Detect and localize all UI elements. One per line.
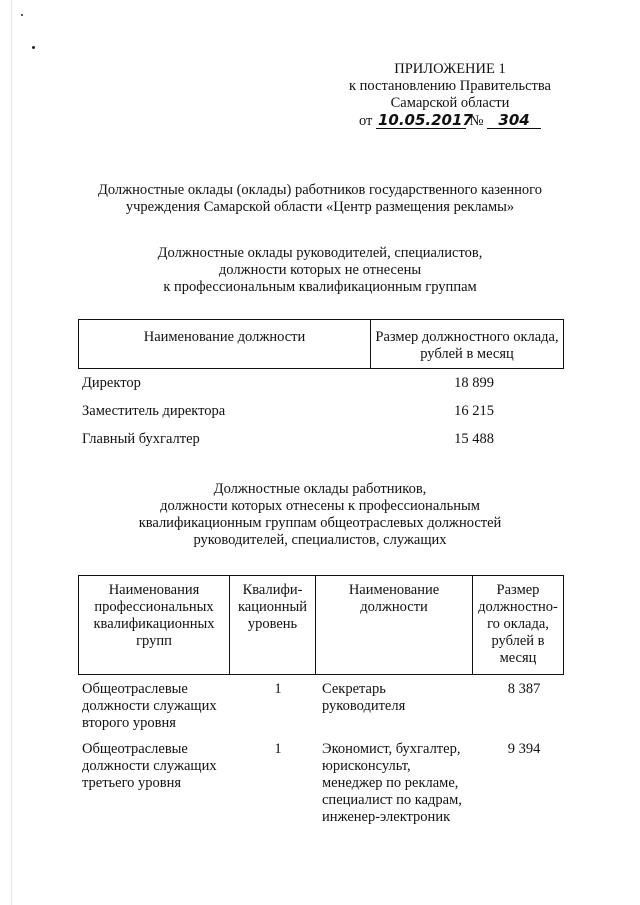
table2-header-salary-line: Размер [496,582,540,598]
section1-title-line: должности которых не отнесены [218,262,422,278]
table2-position-line: специалист по кадрам, [322,792,462,808]
table2-header-salary-line: го оклада, [487,616,549,632]
table2-row1-salary: 8 387 [507,681,541,697]
table2-header-level-line: Квалифи- [242,582,303,598]
table2-header-level-line: кационный [237,599,308,615]
table1-row-salary: 16 215 [454,403,494,419]
scan-speck [21,14,23,16]
table1-row [82,403,562,423]
document-title-line: Должностные оклады (оклады) работников государственного казенного [97,182,543,198]
table2-position-line: Секретарь [322,681,386,697]
table2-group-line: Общеотраслевые [82,681,188,697]
table2-row2-group [82,741,232,792]
table2-header-salary-line: месяц [499,650,537,666]
appendix-region-line: Самарской области [390,95,510,111]
handwritten-date: 10.05.2017 [377,111,473,129]
section1-title-line: к профессиональным квалификационным группам [163,279,477,295]
section2-title-line: Должностные оклады работников, [213,481,427,497]
table2-position-line: Экономист, бухгалтер, [322,741,461,757]
table1-row-salary: 18 899 [454,375,494,391]
date-prefix: от [358,113,373,129]
appendix-decree-line: к постановлению Правительства [349,78,551,94]
table2-header-group-line: квалификационных [93,616,215,632]
table2-row2-position [322,741,482,826]
document-title-line: учреждения Самарской области «Центр размещения рекламы» [125,199,515,215]
table1-row-salary: 15 488 [454,431,494,447]
table1-row [82,375,562,395]
table2-header-salary [472,576,563,674]
table2-header-position-line: должности [360,599,428,615]
table1-header-salary-line: Размер должностного оклада, [375,329,559,345]
table2-group-line: должности служащих [82,758,217,774]
table2-position-line: руководителя [322,698,406,714]
handwritten-number: 304 [487,112,541,129]
section2-title [60,481,580,549]
table2-row2-salary: 9 394 [507,741,541,757]
table1-header-salary [370,320,563,368]
section1-title-line: Должностные оклады руководителей, специалистов, [157,245,483,261]
table2-header [78,575,564,675]
table2-row2-level: 1 [274,741,282,757]
table2-row1-level: 1 [274,681,282,697]
table2-header-group-line: Наименования [108,582,200,598]
section2-title-line: квалификационным группам общеотраслевых должностей [138,515,502,531]
document-title [60,182,580,216]
table2-group-line: второго уровня [82,715,176,731]
table2-header-position-line: Наименование [348,582,440,598]
table2-position-line: менеджер по рекламе, [322,775,459,791]
table1-header [78,319,564,369]
section1-title [60,245,580,296]
appendix-block [330,61,570,130]
table2-group-line: Общеотраслевые [82,741,188,757]
table2-header-group-line: групп [136,633,172,649]
number-sign: № [469,113,484,129]
table2-position-line: инженер-электроник [322,809,451,825]
table2-header-group [79,576,229,674]
table1-row [82,431,562,451]
scan-margin-line [11,0,12,905]
table2-header-group-line: профессиональных [94,599,214,615]
table2-header-level-line: уровень [247,616,298,632]
table2-header-position [315,576,472,674]
table1-row-position: Заместитель директора [82,403,226,419]
scan-speck [32,46,35,49]
table1-header-position: Наименование должности [143,329,306,345]
table2-row1-group [82,681,232,732]
table1-row-position: Директор [82,375,141,391]
table1-header-salary-line: рублей в месяц [420,346,514,362]
table2-group-line: должности служащих [82,698,217,714]
table2-row1-position [322,681,482,715]
appendix-title: ПРИЛОЖЕНИЕ 1 [394,61,506,77]
table2-group-line: третьего уровня [82,775,182,791]
table1-row-position: Главный бухгалтер [82,431,200,447]
appendix-date-row [359,113,541,129]
table2-header-salary-line: должностно- [478,599,558,615]
section2-title-line: руководителей, специалистов, служащих [193,532,447,548]
table2-header-level [229,576,315,674]
section2-title-line: должности которых отнесены к профессиональным [160,498,480,514]
table2-position-line: юрисконсульт, [322,758,411,774]
table2-header-salary-line: рублей в [491,633,545,649]
